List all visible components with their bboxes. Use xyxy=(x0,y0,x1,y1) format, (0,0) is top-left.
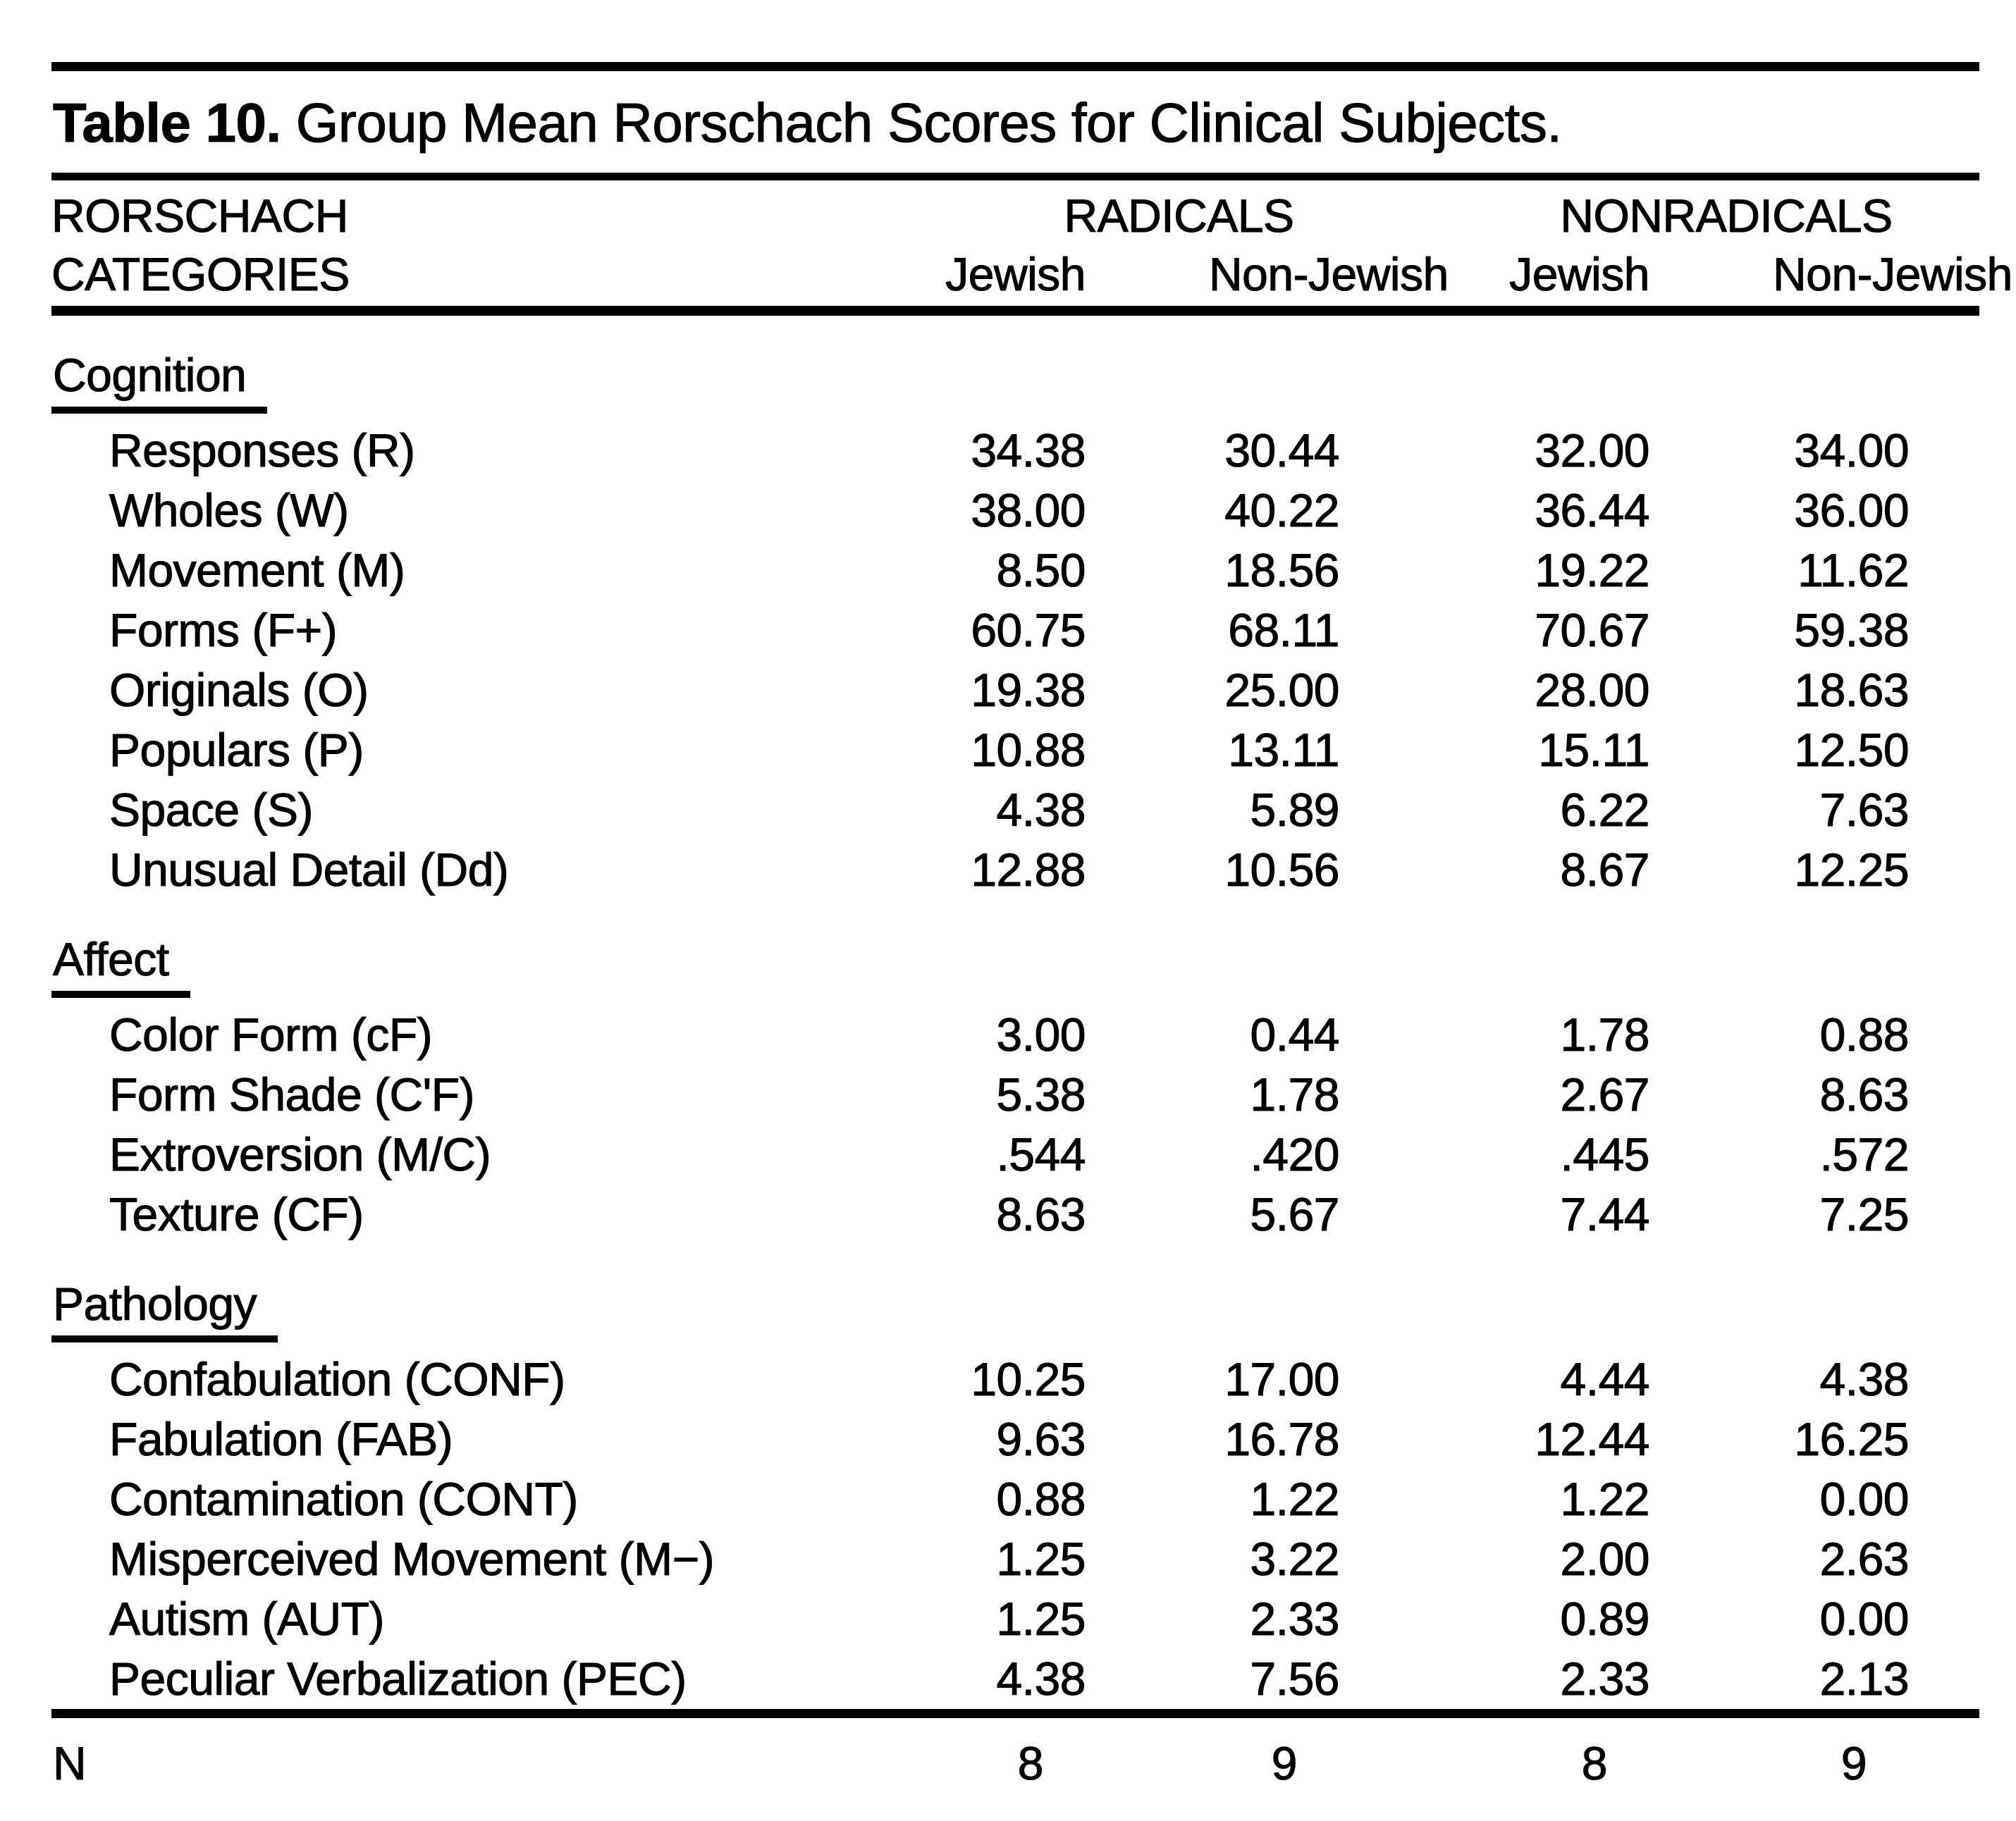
table-footer xyxy=(51,1714,1979,1799)
row-label: Wholes (W) xyxy=(109,484,349,536)
cell-radicals-nonjewish: 10.56 xyxy=(1224,844,1340,896)
cell-nonradicals-nonjewish: 34.00 xyxy=(1794,424,1910,476)
cell-radicals-jewish: .544 xyxy=(996,1128,1086,1180)
cell-nonradicals-nonjewish: 8.63 xyxy=(1819,1068,1910,1121)
cell-nonradicals-jewish: 8.67 xyxy=(1560,844,1650,896)
table-row xyxy=(51,1409,1979,1469)
table-row xyxy=(51,660,1979,720)
col-header-nonradicals-nonjewish: Non-Jewish xyxy=(1773,248,2012,300)
cell-radicals-jewish: 8.63 xyxy=(996,1188,1086,1240)
cell-radicals-jewish: 8.50 xyxy=(996,544,1086,596)
col-header-nonradicals-jewish: Jewish xyxy=(1509,248,1650,300)
row-label: Fabulation (FAB) xyxy=(109,1413,453,1465)
cell-nonradicals-jewish: 1.78 xyxy=(1560,1008,1650,1061)
cell-radicals-jewish: 9.63 xyxy=(996,1413,1086,1465)
header-group-row xyxy=(51,180,1979,242)
cell-radicals-jewish: 38.00 xyxy=(971,484,1086,536)
row-label: Misperceived Movement (M−) xyxy=(109,1533,715,1585)
cell-nonradicals-jewish: 7.44 xyxy=(1560,1188,1650,1240)
row-header-line1: RORSCHACH xyxy=(51,190,348,242)
row-header-line2: CATEGORIES xyxy=(51,248,350,300)
row-label: Color Form (cF) xyxy=(109,1008,433,1061)
cell-nonradicals-jewish: 4.44 xyxy=(1560,1353,1650,1405)
cell-radicals-jewish: 34.38 xyxy=(971,424,1086,476)
cell-radicals-jewish: 4.38 xyxy=(996,784,1086,836)
col-header-radicals-nonjewish: Non-Jewish xyxy=(1209,248,1449,300)
cell-radicals-jewish: 12.88 xyxy=(971,844,1086,896)
table-row xyxy=(51,1350,1979,1409)
cell-nonradicals-nonjewish: 0.88 xyxy=(1819,1008,1910,1061)
row-label: Unusual Detail (Dd) xyxy=(109,844,509,896)
cell-nonradicals-nonjewish: 2.63 xyxy=(1819,1533,1910,1585)
cell-nonradicals-nonjewish: 36.00 xyxy=(1794,484,1910,536)
table-row xyxy=(51,600,1979,660)
n-value: 8 xyxy=(1410,1714,1720,1799)
cell-radicals-nonjewish: 1.78 xyxy=(1250,1068,1340,1121)
table-row xyxy=(51,1469,1979,1529)
cell-radicals-nonjewish: .420 xyxy=(1250,1128,1340,1180)
section-header-row xyxy=(51,311,1979,421)
cell-nonradicals-jewish: 2.00 xyxy=(1560,1533,1650,1585)
cell-radicals-nonjewish: 30.44 xyxy=(1224,424,1340,476)
cell-nonradicals-jewish: 15.11 xyxy=(1538,724,1650,776)
table-row xyxy=(51,541,1979,600)
table-row xyxy=(51,421,1979,481)
row-label: Form Shade (C'F) xyxy=(109,1068,475,1121)
n-value: 9 xyxy=(1156,1714,1410,1799)
cell-nonradicals-jewish: 36.44 xyxy=(1535,484,1650,536)
table-row xyxy=(51,1125,1979,1185)
cell-radicals-nonjewish: 13.11 xyxy=(1228,724,1340,776)
cell-nonradicals-jewish: 28.00 xyxy=(1535,664,1650,716)
n-value: 9 xyxy=(1720,1714,1979,1799)
cell-nonradicals-jewish: 70.67 xyxy=(1535,604,1650,656)
row-label: Populars (P) xyxy=(109,724,364,776)
row-label: Forms (F+) xyxy=(109,604,338,656)
row-label: Responses (R) xyxy=(109,424,415,476)
cell-radicals-nonjewish: 68.11 xyxy=(1228,604,1340,656)
caption-rule xyxy=(51,173,1979,180)
top-rule xyxy=(51,62,1979,71)
cell-radicals-nonjewish: 40.22 xyxy=(1224,484,1340,536)
table-row xyxy=(51,1005,1979,1065)
row-label: Peculiar Verbalization (PEC) xyxy=(109,1653,687,1705)
row-label: Space (S) xyxy=(109,784,313,836)
cell-nonradicals-nonjewish: .572 xyxy=(1819,1128,1910,1180)
cell-nonradicals-jewish: 6.22 xyxy=(1560,784,1650,836)
table-row xyxy=(51,481,1979,541)
rorschach-scores-table xyxy=(51,180,2012,1798)
cell-nonradicals-jewish: .445 xyxy=(1560,1128,1650,1180)
cell-radicals-jewish: 1.25 xyxy=(996,1593,1086,1645)
n-label: N xyxy=(51,1714,885,1799)
cell-nonradicals-nonjewish: 11.62 xyxy=(1797,544,1910,596)
cell-radicals-nonjewish: 2.33 xyxy=(1250,1593,1340,1645)
row-label: Autism (AUT) xyxy=(109,1593,384,1645)
cell-radicals-jewish: 19.38 xyxy=(971,664,1086,716)
cell-radicals-nonjewish: 17.00 xyxy=(1224,1353,1340,1405)
cell-nonradicals-nonjewish: 0.00 xyxy=(1819,1593,1910,1645)
cell-radicals-nonjewish: 7.56 xyxy=(1250,1653,1340,1705)
section-title: Affect xyxy=(51,933,190,998)
column-group-nonradicals: NONRADICALS xyxy=(1560,190,1893,242)
row-label: Texture (CF) xyxy=(109,1188,364,1240)
row-label: Confabulation (CONF) xyxy=(109,1353,565,1405)
cell-radicals-jewish: 5.38 xyxy=(996,1068,1086,1121)
table-number-label: Table 10. xyxy=(53,92,281,154)
col-header-radicals-jewish: Jewish xyxy=(945,248,1086,300)
cell-nonradicals-jewish: 32.00 xyxy=(1535,424,1650,476)
table-row xyxy=(51,1589,1979,1649)
table-row xyxy=(51,1065,1979,1125)
cell-radicals-nonjewish: 18.56 xyxy=(1224,544,1340,596)
header-sub-row xyxy=(51,242,1979,311)
cell-nonradicals-jewish: 2.33 xyxy=(1560,1653,1650,1705)
cell-radicals-nonjewish: 25.00 xyxy=(1224,664,1340,716)
table-caption xyxy=(53,92,1979,153)
cell-nonradicals-nonjewish: 12.25 xyxy=(1794,844,1910,896)
sample-size-row xyxy=(51,1714,1979,1799)
cell-nonradicals-jewish: 12.44 xyxy=(1535,1413,1650,1465)
table-header xyxy=(51,180,2012,311)
row-label: Contamination (CONT) xyxy=(109,1473,578,1525)
section-title: Cognition xyxy=(51,349,267,414)
cell-radicals-nonjewish: 0.44 xyxy=(1250,1008,1340,1061)
table-row xyxy=(51,1185,1979,1245)
cell-nonradicals-nonjewish: 7.25 xyxy=(1819,1188,1910,1240)
row-label: Originals (O) xyxy=(109,664,369,716)
cell-nonradicals-jewish: 0.89 xyxy=(1560,1593,1650,1645)
n-value: 8 xyxy=(885,1714,1156,1799)
cell-nonradicals-nonjewish: 59.38 xyxy=(1794,604,1910,656)
table-title-text: Group Mean Rorschach Scores for Clinical Subjects. xyxy=(295,92,1562,154)
column-group-radicals: RADICALS xyxy=(1064,190,1294,242)
cell-nonradicals-nonjewish: 7.63 xyxy=(1819,784,1910,836)
cell-nonradicals-jewish: 2.67 xyxy=(1560,1068,1650,1121)
cell-nonradicals-nonjewish: 0.00 xyxy=(1819,1473,1910,1525)
cell-radicals-nonjewish: 5.67 xyxy=(1250,1188,1340,1240)
section-title: Pathology xyxy=(51,1278,278,1342)
cell-nonradicals-nonjewish: 16.25 xyxy=(1794,1413,1910,1465)
section-header-row xyxy=(51,1245,1979,1350)
table-row xyxy=(51,1649,1979,1714)
cell-radicals-jewish: 60.75 xyxy=(971,604,1086,656)
cell-nonradicals-jewish: 19.22 xyxy=(1535,544,1650,596)
cell-nonradicals-nonjewish: 4.38 xyxy=(1819,1353,1910,1405)
cell-radicals-jewish: 10.25 xyxy=(971,1353,1086,1405)
cell-nonradicals-jewish: 1.22 xyxy=(1560,1473,1650,1525)
row-label: Movement (M) xyxy=(109,544,405,596)
cell-radicals-nonjewish: 1.22 xyxy=(1250,1473,1340,1525)
cell-nonradicals-nonjewish: 2.13 xyxy=(1819,1653,1910,1705)
cell-nonradicals-nonjewish: 18.63 xyxy=(1794,664,1910,716)
cell-radicals-nonjewish: 5.89 xyxy=(1250,784,1340,836)
table-row xyxy=(51,840,1979,900)
cell-radicals-jewish: 3.00 xyxy=(996,1008,1086,1061)
row-label: Extroversion (M/C) xyxy=(109,1128,491,1180)
cell-radicals-jewish: 4.38 xyxy=(996,1653,1086,1705)
cell-radicals-jewish: 0.88 xyxy=(996,1473,1086,1525)
cell-radicals-nonjewish: 16.78 xyxy=(1224,1413,1340,1465)
cell-nonradicals-nonjewish: 12.50 xyxy=(1794,724,1910,776)
cell-radicals-jewish: 1.25 xyxy=(996,1533,1086,1585)
cell-radicals-jewish: 10.88 xyxy=(971,724,1086,776)
table-row xyxy=(51,1529,1979,1589)
cell-radicals-nonjewish: 3.22 xyxy=(1250,1533,1340,1585)
section-header-row xyxy=(51,900,1979,1005)
table-row xyxy=(51,720,1979,780)
table-body xyxy=(51,311,1979,1714)
table-row xyxy=(51,780,1979,840)
